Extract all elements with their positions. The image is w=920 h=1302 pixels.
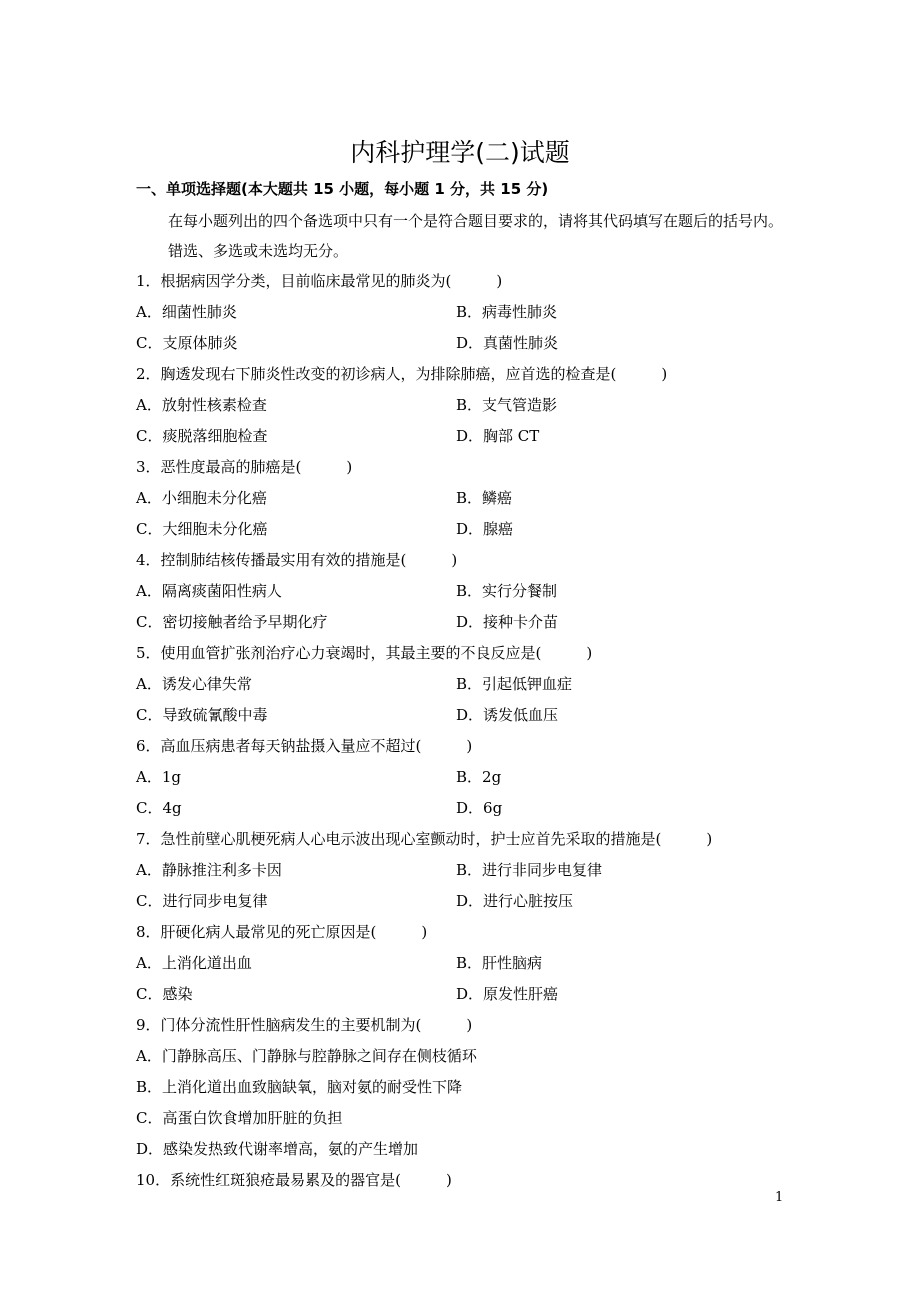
question-3-option-b: B．鳞癌 (456, 489, 513, 507)
question-9-option-a: A．门静脉高压、门静脉与腔静脉之间存在侧枝循环 (136, 1047, 477, 1065)
question-1-option-c: C．支原体肺炎 (136, 334, 238, 352)
question-8-option-c: C．感染 (136, 985, 193, 1003)
page-number: 1 (775, 1190, 784, 1205)
question-7-stem: 7．急性前壁心肌梗死病人心电示波出现心室颤动时，护士应首先采取的措施是( ) (136, 830, 713, 848)
question-5-option-a: A．诱发心律失常 (136, 675, 252, 693)
question-4-option-b: B．实行分餐制 (456, 582, 558, 600)
section-heading: 一、单项选择题(本大题共 15 小题，每小题 1 分，共 15 分) (136, 180, 549, 198)
question-7-option-b: B．进行非同步电复律 (456, 861, 603, 879)
question-8-option-b: B．肝性脑病 (456, 954, 543, 972)
question-7-option-a: A．静脉推注利多卡因 (136, 861, 282, 879)
question-2-stem: 2．胸透发现右下肺炎性改变的初诊病人，为排除肺癌，应首选的检查是( ) (136, 365, 668, 383)
question-4-option-d: D．接种卡介苗 (456, 613, 559, 631)
question-5-stem: 5．使用血管扩张剂治疗心力衰竭时，其最主要的不良反应是( ) (136, 644, 593, 662)
question-5-option-d: D．诱发低血压 (456, 706, 559, 724)
question-5-option-b: B．引起低钾血症 (456, 675, 573, 693)
question-3-option-c: C．大细胞未分化癌 (136, 520, 268, 538)
question-8-option-a: A．上消化道出血 (136, 954, 252, 972)
question-4-stem: 4．控制肺结核传播最实用有效的措施是( ) (136, 551, 458, 569)
question-10-stem: 10．系统性红斑狼疮最易累及的器官是( ) (136, 1171, 452, 1189)
question-8-stem: 8．肝硬化病人最常见的死亡原因是( ) (136, 923, 428, 941)
section-instructions: 在每小题列出的四个备选项中只有一个是符合题目要求的，请将其代码填写在题后的括号内。错选、多选或未选均无分。 (168, 212, 784, 260)
exam-title: 内科护理学(二)试题 (350, 138, 570, 167)
question-6-stem: 6．高血压病患者每天钠盐摄入量应不超过( ) (136, 737, 473, 755)
question-2-option-c: C．痰脱落细胞检查 (136, 427, 268, 445)
question-4-option-a: A．隔离痰菌阳性病人 (136, 582, 282, 600)
question-9-option-c: C．高蛋白饮食增加肝脏的负担 (136, 1109, 343, 1127)
question-7-option-c: C．进行同步电复律 (136, 892, 268, 910)
question-1-option-d: D．真菌性肺炎 (456, 334, 559, 352)
question-2-option-b: B．支气管造影 (456, 396, 558, 414)
question-1-stem: 1．根据病因学分类，目前临床最常见的肺炎为( ) (136, 272, 503, 290)
question-2-option-a: A．放射性核素检查 (136, 396, 267, 414)
question-1-option-a: A．细菌性肺炎 (136, 303, 237, 321)
question-9-option-b: B．上消化道出血致脑缺氧，脑对氨的耐受性下降 (136, 1078, 463, 1096)
question-6-option-d: D．6g (456, 799, 503, 817)
question-6-option-c: C．4g (136, 799, 182, 817)
question-7-option-d: D．进行心脏按压 (456, 892, 574, 910)
question-5-option-c: C．导致硫氰酸中毒 (136, 706, 268, 724)
question-6-option-a: A．1g (136, 768, 181, 786)
question-4-option-c: C．密切接触者给予早期化疗 (136, 613, 328, 631)
question-3-option-a: A．小细胞未分化癌 (136, 489, 267, 507)
question-3-option-d: D．腺癌 (456, 520, 514, 538)
question-9-stem: 9．门体分流性肝性脑病发生的主要机制为( ) (136, 1016, 473, 1034)
question-3-stem: 3．恶性度最高的肺癌是( ) (136, 458, 353, 476)
question-8-option-d: D．原发性肝癌 (456, 985, 559, 1003)
question-6-option-b: B．2g (456, 768, 502, 786)
question-9-option-d: D．感染发热致代谢率增高，氨的产生增加 (136, 1140, 419, 1158)
question-2-option-d: D．胸部 CT (456, 427, 540, 445)
question-1-option-b: B．病毒性肺炎 (456, 303, 558, 321)
